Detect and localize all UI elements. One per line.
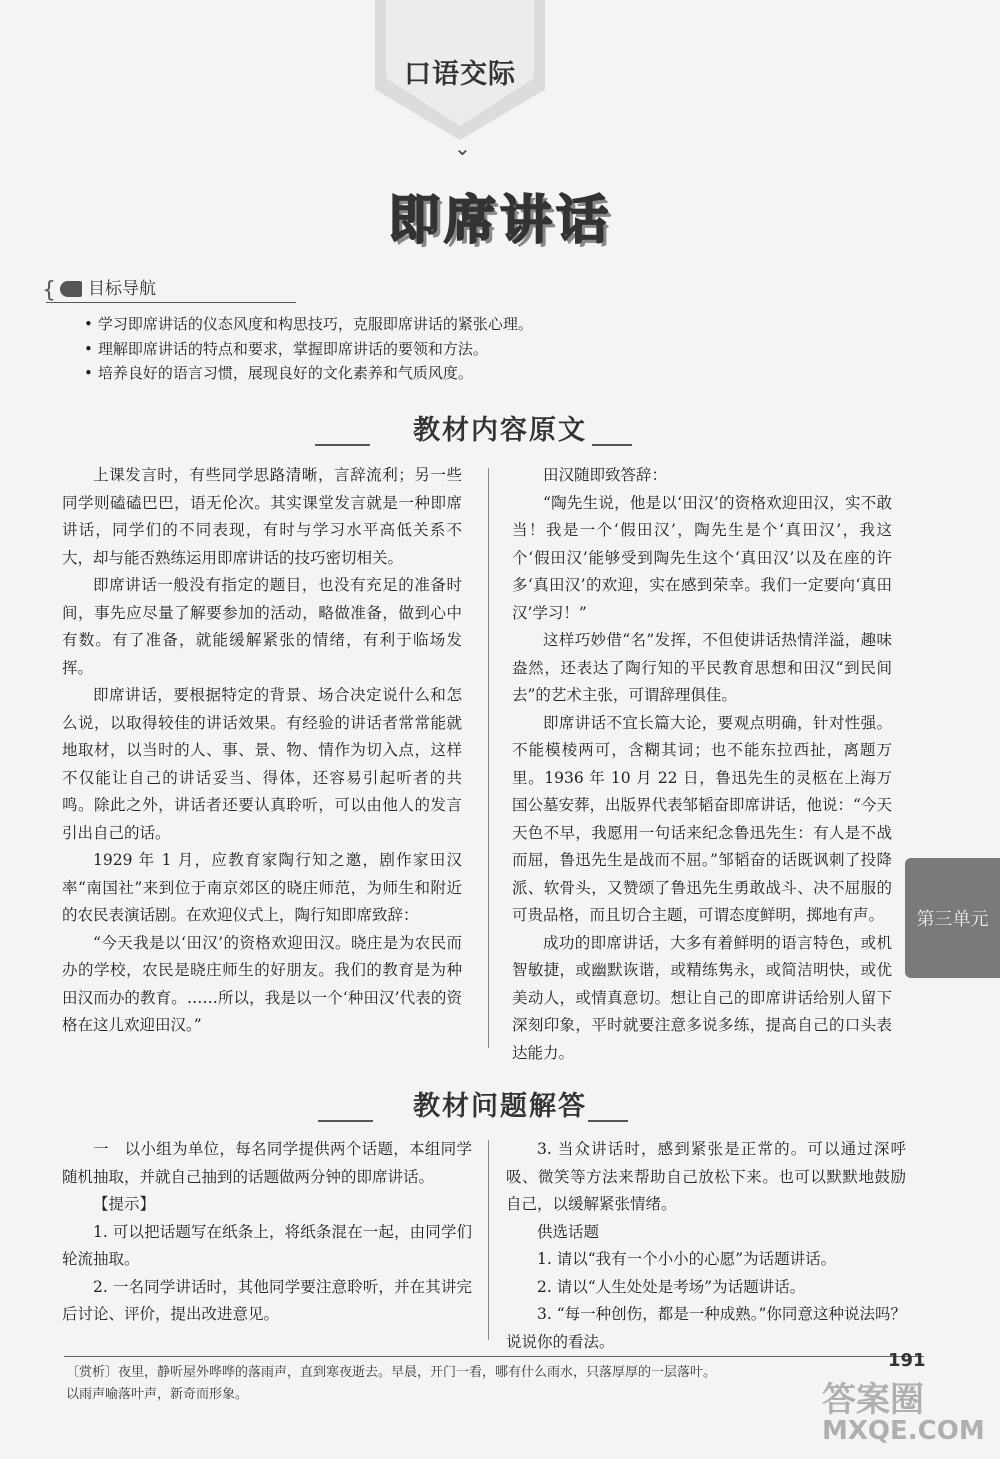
heading-rule bbox=[315, 444, 370, 446]
footer-note-line: 〔赏析〕夜里，静听屋外哗哗的落雨声，直到寒夜逝去。早晨，开门一看，哪有什么雨水，只落厚厚的一层落叶。 bbox=[66, 1365, 717, 1380]
paragraph: “陶先生说，他是以‘田汉’的资格欢迎田汉，实不敢当！我是一个‘假田汉’，陶先生是个‘真田汉’，我这个‘假田汉’能够受到陶先生这个‘真田汉’以及在座的许多‘真田汉’的欢迎，实在感到荣幸。我们一定要向‘真田汉’学习！” bbox=[512, 493, 892, 622]
goal-item: • 学习即席讲话的仪态风度和构思技巧，克服即席讲话的紧张心理。 bbox=[84, 312, 724, 337]
section2-title: 教材问题解答 bbox=[413, 1091, 587, 1122]
column-divider bbox=[488, 468, 489, 1048]
footer-note bbox=[66, 1362, 926, 1406]
heading-rule bbox=[588, 1120, 628, 1122]
arrow-right-icon bbox=[60, 281, 82, 297]
section-banner-label: 口语交际 bbox=[404, 59, 516, 90]
paragraph: 即席讲话，要根据特定的背景、场合决定说什么和怎么说，以取得较佳的讲话效果。有经验的讲话者常常能就地取材，以当时的人、事、景、物、情作为切入点，这样不仅能让自己的讲话妥当、得体，还容易引起听者的共鸣。除此之外，讲话者还要认真聆听，可以由他人的发言引出自己的话。 bbox=[62, 686, 462, 842]
paragraph: 这样巧妙借“名”发挥，不但使讲话热情洋溢，趣味盎然，还表达了陶行知的平民教育思想和田汉“到民间去”的艺术主张，可谓辞理俱佳。 bbox=[512, 631, 892, 704]
unit-side-tab: 第三单元 bbox=[905, 858, 1000, 978]
paragraph: 1929 年 1 月，应教育家陶行知之邀，剧作家田汉率“南国社”来到位于南京郊区的晓庄师范，为师生和附近的农民表演话剧。在欢迎仪式上，陶行知即席致辞： bbox=[62, 851, 462, 924]
page-number: 191 bbox=[888, 1350, 926, 1371]
column-divider bbox=[488, 1140, 489, 1340]
section1-right-column bbox=[512, 462, 892, 1067]
topic-item: 3. “每一种创伤，都是一种成熟。”你同意这种说法吗？说说你的看法。 bbox=[506, 1305, 906, 1351]
section1-heading bbox=[0, 408, 1000, 447]
bracket-icon: { bbox=[42, 278, 56, 303]
heading-rule bbox=[592, 444, 632, 446]
question-text: 一 以小组为单位，每名同学提供两个话题，本组同学随机抽取，并就自己抽到的话题做两分钟的即席讲话。 bbox=[62, 1140, 472, 1186]
paragraph: 即席讲话一般没有指定的题目，也没有充足的准备时间，事先应尽量了解要参加的活动，略做准备，做到心中有数。有了准备，就能缓解紧张的情绪，有利于临场发挥。 bbox=[62, 576, 462, 677]
section1-left-column bbox=[62, 462, 462, 1040]
goal-item: • 理解即席讲话的特点和要求，掌握即席讲话的要领和方法。 bbox=[84, 337, 724, 362]
paragraph: 田汉随即致答辞： bbox=[543, 466, 668, 484]
heading-rule bbox=[318, 1120, 373, 1122]
goals-heading bbox=[42, 274, 296, 303]
hint-item: 3. 当众讲话时，感到紧张是正常的。可以通过深呼吸、微笑等方法来帮助自己放松下来。也可以默默地鼓励自己，以缓解紧张情绪。 bbox=[506, 1140, 906, 1213]
section2-heading bbox=[0, 1084, 1000, 1123]
goal-item: • 培养良好的语言习惯，展现良好的文化素养和气质风度。 bbox=[84, 361, 724, 386]
hint-item: 2. 一名同学讲话时，其他同学要注意聆听，并在其讲完后讨论、评价，提出改进意见。 bbox=[62, 1277, 472, 1323]
footer-note-line: 以雨声喻落叶声，新奇而形象。 bbox=[66, 1387, 249, 1402]
watermark-bottom: MXQE.COM bbox=[822, 1416, 985, 1446]
topics-label: 供选话题 bbox=[537, 1222, 600, 1241]
paragraph: 即席讲话不宜长篇大论，要观点明确，针对性强。不能模棱两可，含糊其词；也不能东拉西扯，离题万里。1936 年 10 月 22 日，鲁迅先生的灵柩在上海万国公墓安葬，出版界代表邹韬奋即席讲话，他说：“今天天色不早，我愿用一句话来纪念鲁迅先生：有人是不战而屈，鲁迅先生是战而不屈。”邹韬奋的话既讽刺了投降派、软骨头，又赞颂了鲁迅先生勇敢战斗、决不屈服的可贵品格，而且切合主题，可谓态度鲜明，掷地有声。 bbox=[512, 713, 892, 924]
goals-list bbox=[84, 312, 724, 386]
topic-item: 2. 请以“人生处处是考场”为话题讲话。 bbox=[537, 1277, 806, 1296]
section2-right-column bbox=[506, 1136, 906, 1356]
hint-item: 1. 可以把话题写在纸条上，将纸条混在一起，由同学们轮流抽取。 bbox=[62, 1222, 472, 1268]
hint-label: 【提示】 bbox=[93, 1195, 156, 1213]
footer-rule bbox=[64, 1356, 924, 1357]
goals-heading-label: 目标导航 bbox=[88, 279, 156, 299]
topic-item: 1. 请以“我有一个小小的心愿”为话题讲话。 bbox=[537, 1250, 837, 1268]
section2-left-column bbox=[62, 1136, 472, 1329]
page-title: 即席讲话 bbox=[387, 191, 612, 251]
paragraph: 上课发言时，有些同学思路清晰，言辞流利；另一些同学则磕磕巴巴，语无伦次。其实课堂发言就是一种即席讲话，同学们的不同表现，有时与学习水平高低关系不大，却与能否熟练运用即席讲话的技巧密切相关。 bbox=[62, 466, 462, 567]
watermark-top: 答案圈 bbox=[822, 1380, 924, 1420]
chevron-down-icon: ⌄ bbox=[454, 136, 471, 160]
paragraph: “今天我是以‘田汉’的资格欢迎田汉。晓庄是为农民而办的学校，农民是晓庄师生的好朋友。我们的教育是为种田汉而办的教育。……所以，我是以一个‘种田汉’代表的资格在这儿欢迎田汉。” bbox=[62, 933, 462, 1034]
section1-title: 教材内容原文 bbox=[413, 415, 587, 446]
paragraph: 成功的即席讲话，大多有着鲜明的语言特色，或机智敏捷，或幽默诙谐，或精练隽永，或简洁明快，或优美动人，或情真意切。想让自己的即席讲话给别人留下深刻印象，平时就要注意多说多练，提高自己的口头表达能力。 bbox=[512, 933, 892, 1062]
